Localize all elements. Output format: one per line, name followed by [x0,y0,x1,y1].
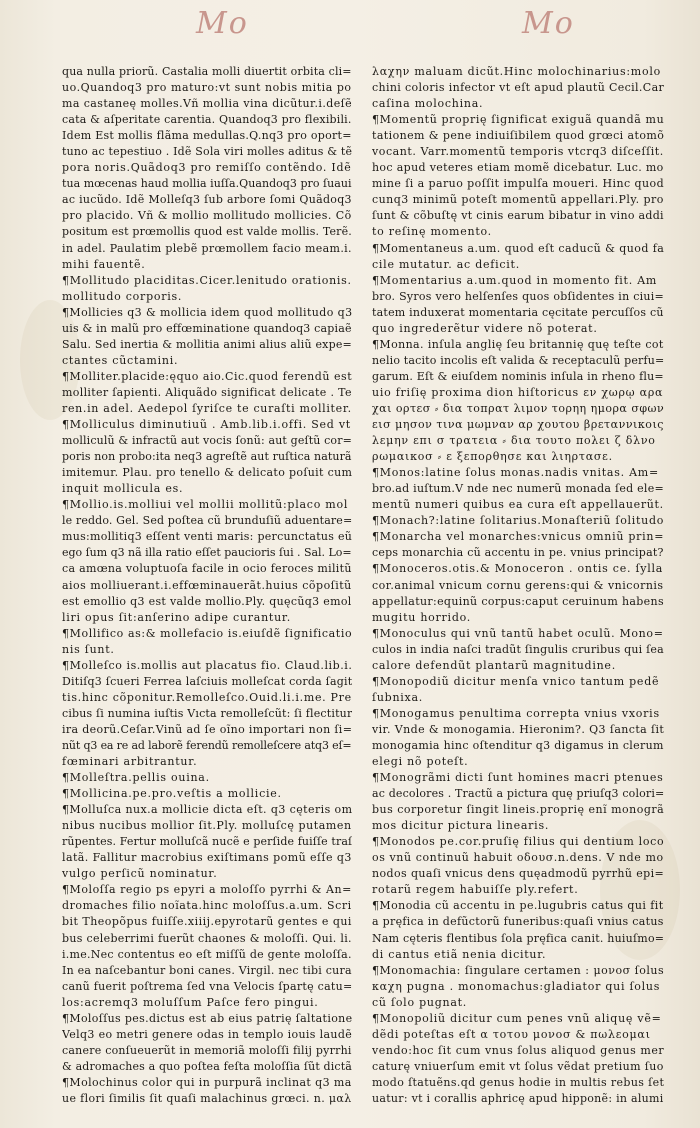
text-line: In ea naſcebantur boni canes. Virgil. nec tibi cura [62,963,352,977]
text-line: nũt q3 ea re ad laborẽ ferendũ remolleſcere atq3 eſ= [62,738,352,752]
text-line: καχη pugna . monomachus:gladiator qui ſolus [372,979,661,993]
text-line: cata & aſperitate carentia. Quandoq3 pro flexibili. [62,113,352,127]
text-line: Nam cęteris flentibus ſola pręfica canit. huiuſmo= [372,931,664,945]
text-line: imitemur. Plau. pro tenello & delicato poſuit cum [62,466,352,480]
text-line: fœminari arbitrantur. [62,755,198,769]
text-line: ca amœna voluptuoſa facile in ocio feroces militũ [62,562,352,576]
text-line: ue flori ſimilis ſit quaſi malachinus grœci. n. μαλ [62,1092,352,1105]
text-line: ¶Molliculus diminutiuũ . Amb.lib.i.offi. Sed vt [62,418,351,432]
text-line: vir. Vnde & monogamia. Hieronim?. Q3 ſancta ſit [372,722,664,736]
text-line: a pręfica in defũctorũ funeribus:quaſi vnius catus [372,915,664,929]
text-line: los:acremq3 moluſſum Paſce fero pingui. [62,995,319,1009]
text-line: λεμην επι σ τρατεια ⸗ δια τουτο πολει ζ δλνο [372,434,656,448]
text-line: in adel. Paulatim plebẽ prœmollem facio meam.i. [62,241,352,255]
text-line: ¶Molliter.placide:ęquo aio.Cic.quod ferendũ est [62,369,352,383]
text-line: mus:mollitiq3 eſſent venti maris: percunctatus eũ [62,530,352,544]
text-line: canere conſueuerũt in memoriã moloſſi filij pyrrhi [62,1043,352,1057]
text-line: ¶Molleſtra.pellis ouina. [62,771,210,785]
text-line: & adromaches a quo poſtea feſta moloſſia ſũt dictã [62,1059,352,1073]
text-line: ¶Monodos pe.cor.pruſię filius qui dentium loco [372,835,664,849]
text-line: tua mœcenas haud mollia iuſſa.Quandoq3 pro ſuaui [62,177,352,191]
text-line: rũpentes. Fertur molluſcã nucẽ e perſide fuiſſe traſ [62,835,352,849]
text-line: mugitu horrido. [372,610,472,624]
text-line: ¶Monna. inſula anglię ſeu britannię quę teſte cot [372,337,664,351]
text-line: rotarũ regem habuiſſe ply.refert. [372,883,579,897]
text-line: Ditiſq3 ſcueri Ferrea laſciuis molleſcat corda ſagit [62,674,352,688]
text-line: tis.hinc cõponitur.Remolleſco.Ouid.li.i.me. Pre [62,690,352,704]
text-line: dromaches filio noĩata.hinc moloſſus.a.um. Scri [62,899,352,913]
text-line: ¶Momentarius a.um.quod in momento fit. Am [372,273,658,287]
folio-mark-left: Mo [196,6,249,41]
text-line: ma castaneę molles.Vñ mollia vina dicũtur.i.deſẽ [62,97,352,111]
text-line: pora noris.Quãdoq3 pro remiſſo contẽndo. Idẽ [62,161,352,175]
text-line: ¶Molochinus color qui in purpurã inclinat q3 ma [62,1075,352,1089]
text-line: molliter ſapienti. Aliquãdo significat delicate . Te [62,385,352,399]
text-line: ¶Monomachia: ſingulare certamen : μονοσ ſolus [372,963,664,977]
text-line: ¶Moloſſus pes.dictus est ab eius patrię ſaltatione [62,1011,352,1025]
text-line: ¶Mollitudo placiditas.Cicer.lenitudo orationis. [62,273,352,287]
text-line: ¶Monoceros.otis.& Monoceron . ontis ce. ſylla [372,562,664,576]
text-line: vocant. Varr.momentũ temporis vtcrq3 diſceſſit. [372,145,664,159]
text-line: cor.animal vnicum cornu gerens:qui & vnicornis [372,578,664,592]
text-line: χαι ορτεσ ⸗ δια τοπρατ λιμον τορηη ημορα σφων [372,401,664,415]
text-line: bit Theopõpus fuiſſe.xiiij.epyrotarũ gentes e qui [62,915,352,929]
text-line: ¶Mollio.is.molliui vel mollii mollitũ:placo mol [62,498,349,512]
text-line: caſina molochina. [372,97,484,111]
text-line: ſunt & cõbuſtę vt cinis earum bibatur in vino addi [372,209,664,223]
text-line: uis & in malũ pro effœminatione quandoq3 capiaẽ [62,321,352,335]
text-line: bus corporetur ſingit lineis.proprię enĩ monogrã [372,803,664,817]
text-line: ρωμαικοσ ⸗ ε ξεπορθησε και λιηρτασε. [372,450,613,464]
text-line: nelio tacito incolis eſt valida & receptaculũ perfu= [372,353,664,367]
text-line: caturę vniuerſum emit vt ſolus vẽdat pretium ſuo [372,1059,664,1073]
right-text-column [372,64,664,1107]
text-line: to reſinę momento. [372,225,492,239]
text-line: pro placido. Vñ & mollio mollitudo mollicies. Cõ [62,209,352,223]
text-line: Velq3 eo metri genere odas in templo iouis laudẽ [62,1027,352,1041]
text-line: ¶Monarcha vel monarches:vnicus omniũ prin= [372,530,664,544]
text-line: cũ ſolo pugnat. [372,995,468,1009]
text-line: ¶Monach?:latine ſolitarius.Monaſteriũ ſolitudo [372,514,664,528]
text-line: ſubnixa. [372,690,424,704]
text-line: ac iucũdo. Idẽ Molleſq3 ſub arbore ſomi Quãdoq3 [62,193,352,207]
text-line: ¶Molleſco is.mollis aut placatus fio. Claud.lib.i. [62,658,352,672]
text-line: εισ μησον τινα μωμναν αρ χουτου βρεταννικοις [372,418,664,432]
text-line: mos dicitur pictura linearis. [372,819,550,833]
text-line: bro.ad iuſtum.V nde nec numerũ monada ſed ele= [372,482,664,496]
text-line: cunq3 minimũ poteſt momentũ appellari.Ply. pro [372,193,664,207]
text-line: mihi fauentẽ. [62,257,146,271]
text-line: ¶Monodia cũ accentu in pe.lugubris catus qui fit [372,899,664,913]
text-line: ¶Moloſſa regio ps epyri a moloſſo pyrrhi & An= [62,883,352,897]
text-line: ceps monarchia cũ accentu in pe. vnius principat? [372,546,664,560]
text-line: tuno ac tepestiuo . Idẽ Sola viri molles aditus & tẽ [62,145,352,159]
text-line: bus celeberrimi fuerũt chaones & moloſſi. Qui. li. [62,931,352,945]
text-line: nodos quaſi vnicus dens quęadmodũ pyrrhũ epi= [372,867,664,881]
text-line: le reddo. Gel. Sed poſtea cũ brunduſiũ aduentare= [62,514,352,528]
text-line: latã. Fallitur macrobius exiſtimans pomũ eſſe q3 [62,851,352,865]
text-line: quo ingrederẽtur videre nõ poterat. [372,321,598,335]
text-line: cibus ſi numina iuſtis Vıcta remolleſcũt: ſi flectitur [62,706,352,720]
text-line: i.me.Nec contentus eo eſt miſſũ de gente moloſſa. [62,947,352,961]
text-line: ren.in adel. Aedepol ſyriſce te curaſti molliter. [62,401,352,415]
text-line: ¶Mollifico as:& mollefacio is.eiuſdẽ ſignificatio [62,626,352,640]
text-line: est emollio q3 est valde mollio.Ply. quęcũq3 emol [62,594,352,608]
text-line: ctantes cũctamini. [62,353,179,367]
text-line: positum est prœmollis quod est valde mollis. Terẽ. [62,225,352,239]
text-line: tationem & pene indiuiſibilem quod grœci atomõ [372,129,664,143]
folio-mark-right: Mo [522,6,575,41]
text-line: qua nulla priorũ. Castalia molli diuertit orbita cli= [62,65,352,78]
text-line: appellatur:equinũ corpus:caput ceruinum habens [372,594,664,608]
text-line: nis ſunt. [62,642,115,656]
text-line: liri opus ſit:anſerino adipe curantur. [62,610,291,624]
text-line: canũ fuerit poſtrema ſed vna Velocis ſpartę catu= [62,979,352,993]
text-line: hoc apud veteres etiam momẽ dicebatur. Luc. mo [372,161,664,175]
text-line: modo ſtatuẽns.qd genus hodie in multis rebus ſet [372,1075,664,1089]
text-line: garum. Eſt & eiuſdem nominis inſula in rheno flu= [372,369,664,383]
text-line: λαχην maluam dicũt.Hinc molochinarius:molo [372,65,661,78]
text-line: cile mutatur. ac deficit. [372,257,520,271]
text-line: uo.Quandoq3 pro maturo:vt sunt nobis mitia po [62,81,352,95]
text-line: molliculũ & infractũ aut vocis ſonũ: aut geſtũ cor= [62,434,352,448]
text-line: calore defendũt plantarũ magnitudine. [372,658,616,672]
text-line: ac decolores . Tractũ a pictura quę priuſq3 colori= [372,787,664,801]
text-line: os vnũ continuũ habuit οδουσ.n.dens. V nde mo [372,851,664,865]
text-line: elegi nõ poteſt. [372,755,469,769]
text-line: ¶Momentũ proprię ſignificat exiguã quandã mu [372,113,664,127]
text-line: poris non probo:ita neq3 agreſtẽ aut ruſtica naturã [62,450,352,464]
text-line: mine ſi a paruo poſſit impulſa moueri. Hinc quod [372,177,664,191]
text-line: tatem induxerat momentaria cęcitate percuſſos cũ [372,305,664,319]
text-line: mollitudo corporis. [62,289,183,303]
text-line: bro. Syros vero helſenſes quos obſidentes in ciui= [372,289,664,303]
text-line: vendo:hoc ſit cum vnus ſolus aliquod genus mer [372,1043,664,1057]
text-line: ¶Monopodiũ dicitur menſa vnico tantum pedẽ [372,674,660,688]
text-line: ¶Monos:latine ſolus monas.nadis vnitas. Am= [372,466,659,480]
text-line: ¶Monogrãmi dicti ſunt homines macri ptenues [372,771,664,785]
text-line: uio friſię proxima dion hiſtoricus εν χωρῳ αρα [372,385,664,399]
text-line: monogamia hinc oſtenditur q3 digamus in clerum [372,738,664,752]
text-line: chini coloris infector vt eſt apud plautũ Cecil.Car [372,81,664,95]
left-text-column [62,64,352,1107]
text-line: ¶Monopoliũ dicitur cum penes vnũ aliquę vẽ= [372,1011,662,1025]
text-line: Salu. Sed inertia & mollitia animi alius aliũ expe= [62,337,352,351]
text-line: mentũ numeri quibus ea cura eſt appellauerũt. [372,498,664,512]
text-line: aios molliuerant.i.effœminauerãt.huius cõpoſitũ [62,578,352,592]
text-line: vulgo perſicũ nominatur. [62,867,218,881]
text-line: ¶Mollicina.pe.pro.veſtis a mollicie. [62,787,282,801]
text-line: ¶Momentaneus a.um. quod eſt caducũ & quod fa [372,241,664,255]
text-line: ego ſum q3 nã illa ratio eſſet paucioris ſui . Sal. Lo= [62,546,352,560]
text-line: ¶Mollicies q3 & mollicia idem quod mollitudo q3 [62,305,352,319]
text-line: dẽdi poteſtas eſt α τοτου μονοσ & πωλεομαι [372,1027,651,1041]
text-line: ¶Monogamus penultima correpta vnius vxoris [372,706,660,720]
text-line: di cantus etiã nenia dicitur. [372,947,547,961]
text-line: nibus nucibus mollior ſit.Ply. molluſcę putamen [62,819,352,833]
text-line: uatur: vt i corallis aphricę apud hipponẽ: in alumi [372,1092,664,1105]
text-line: ira deorũ.Ceſar.Vinũ ad ſe oĩno importari non ſi= [62,722,352,736]
text-line: inquit mollicula es. [62,482,184,496]
text-line: culos in india naſci tradũt ſingulis cruribus qui ſea [372,642,664,656]
text-line: Idem Est mollis flãma medullas.Q.nq3 pro oport= [62,129,352,143]
text-line: ¶Monoculus qui vnũ tantũ habet oculũ. Mono= [372,626,664,640]
text-line: ¶Molluſca nux.a mollicie dicta eſt. q3 cęteris om [62,803,352,817]
